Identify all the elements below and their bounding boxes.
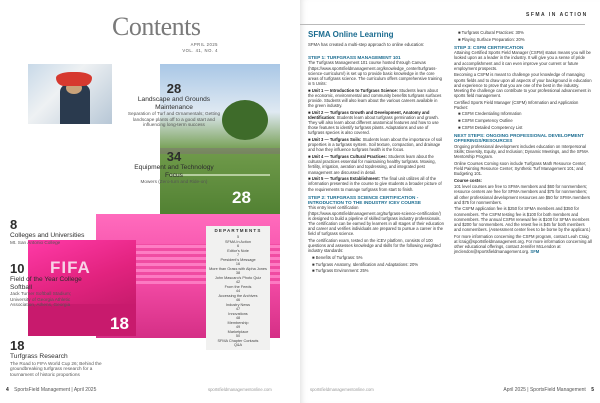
unit-item — [308, 110, 444, 136]
department-item[interactable] — [206, 262, 270, 271]
toc-entry-turfgrass-research[interactable] — [10, 339, 106, 377]
department-item[interactable] — [206, 253, 270, 262]
footer-left — [6, 387, 96, 393]
next-steps-heading: NEXT STEPS: ONGOING PROFESSIONAL DEVELOPMENT OFFERINGS/RESOURCES — [454, 132, 584, 144]
department-page: 6 — [236, 244, 240, 248]
fifa-sign: FIFA — [50, 258, 91, 277]
department-name: Innovations — [228, 311, 248, 316]
units-list — [308, 88, 444, 192]
department-page: 50 — [235, 334, 241, 338]
department-name: Membership — [227, 320, 249, 325]
article-intro: SFMA has created a multi-step approach to online education: — [308, 42, 425, 47]
gardener-photo[interactable] — [28, 64, 112, 124]
step3-bullets — [454, 111, 592, 129]
department-item[interactable] — [206, 244, 270, 253]
toc-title: Colleges and Universities — [10, 232, 85, 239]
bullet-item: ■ CSFM Competency Outline — [458, 118, 513, 124]
departments-header: DEPARTMENTS — [214, 228, 262, 233]
issue-date: APRIL 2025 — [190, 42, 218, 47]
unit-label: ■ Unit 5 — Turfgrass Establishment: — [308, 176, 381, 182]
department-name: Accessing the Archives — [218, 293, 258, 298]
column-right — [454, 30, 592, 256]
toc-entry-landscape[interactable] — [126, 82, 222, 128]
footer-brand: SportsField Management | April 2025 — [14, 387, 97, 393]
toc-title: Turfgrass Research — [10, 353, 68, 360]
unit-item — [308, 137, 444, 152]
unit-item — [308, 88, 444, 109]
department-item[interactable] — [206, 334, 270, 343]
footer-brand: April 2025 | SportsField Management — [503, 387, 586, 393]
next-paragraph-2: Online Courses Coming soon include Turfgrass Math Resource Center; Field Painting Resource Center; Synthetic Turf Management 101; and Budgeting 101. — [454, 160, 587, 176]
step2-bullets-continued — [454, 30, 592, 42]
department-name: John Mascaro's Photo Quiz — [214, 275, 262, 280]
end-mark: SFM — [530, 249, 540, 255]
department-page: 48 — [235, 316, 241, 320]
bullet-item: ■ Playing Surface Preparation: 20% — [458, 36, 525, 42]
toc-page-number: 18 — [10, 338, 25, 353]
unit-text: Students learn about the cultural practices essential for maintaining healthy turfgrass. Mowing, fertility, irrigation, aeration and topdressing, and integrated pest management are discussed in detail. — [308, 154, 436, 175]
department-page: 42 — [235, 280, 241, 284]
photo-page-number-28: 28 — [232, 188, 251, 207]
department-page: 16 — [235, 262, 241, 266]
unit-text: The final unit utilizes all of the information presented in the course to give students a broader picture of the requirements to manage turfgrass from start to finish. — [308, 176, 442, 192]
toc-title: Equipment and Technology Focus — [134, 164, 214, 179]
department-name: Marketplace — [227, 329, 249, 334]
step2-paragraph-1: This entry level certification (https://www.sportsfieldmanagement.org/turfgrass-science-certification/) is designed to build a pipeline of skilled turfgrass industry professionals. The certification can be earned by learners in all stages of their education and career and verifies individuals are prepared to pursue a career in the field of turfgrass science. — [308, 205, 444, 237]
step3-paragraph-2: Becoming a CSFM is meant to challenge your knowledge of managing sports fields and to draw upon all aspects of your background in education and experience to prove that you are one of the best in the industry. Meeting the challenge can contribute to your professional advancement in sports field management. — [454, 72, 592, 98]
step3-paragraph-3: Certified Sports Field Manager (CSFM) Information and Application Packet: — [454, 99, 579, 110]
department-name: Editor's Note — [227, 248, 249, 253]
page-title: Contents — [112, 12, 201, 41]
department-name: President's Message — [220, 257, 256, 262]
department-name: From the Feeds — [224, 284, 252, 289]
toc-description: Separation of Turf and Ornamentals; Getting landscape plants off to a good start and influencing long-term success — [127, 111, 221, 128]
issue-info — [166, 42, 218, 53]
column-left — [308, 52, 444, 275]
toc-page-number: 34 — [166, 149, 182, 164]
department-page: 47 — [235, 307, 241, 311]
costs-paragraph-1: 101 level courses are free to SFMA members and $60 for nonmembers; resource centers are free for SFMA members and $75 for nonmembers; all other professional development resources are $50 for SFMA members and $75 for nonmembers. — [454, 184, 590, 205]
step2-heading: STEP 2: TURFGRASS SCIENCE CERTIFICATION - INTRODUCTION TO THE INDUSTRY ICEV COURSE — [308, 194, 421, 206]
departments-box — [206, 226, 270, 350]
toc-entry-equipment[interactable] — [126, 150, 222, 185]
costs-paragraph-3 — [454, 234, 592, 255]
bullet-item: ■ Benefits of Turfgrass: 5% — [312, 254, 363, 260]
step2-bullets — [308, 255, 444, 273]
unit-label: ■ Unit 2 — Turfgrass Growth and Development, Anatomy and Identification: — [308, 109, 430, 120]
toc-description: The Road to FIFA World Cup 26; Behind the groundbreaking turfgrass research for a tournament of historic proportions — [10, 360, 102, 377]
step1-body: The Turfgrass Management 101 course hosted through Canvas (https://www.sportsfieldmanagement.org/knowledge_center/turfgrass-science-curriculum/) is set up to provide basic knowledge in the core areas of turfgrass science. The curriculum offers comprehensive training in 5 Units: — [308, 60, 442, 87]
department-item[interactable] — [206, 289, 270, 298]
departments-list — [206, 235, 270, 348]
footer-right — [503, 387, 594, 393]
unit-label: ■ Unit 4 — Turfgrass Cultural Practices: — [308, 154, 388, 160]
contact-text[interactable]: For more information concerning the CSFM program, contact Leah Craig at lcraig@sportsfieldmanagement.org. For more information concerning all other educational offerings, contact Jennifer McLendon at jmclendon@sportsfieldmanagement.org. — [454, 233, 592, 255]
unit-label: ■ Unit 3 — Turfgrass Soils: — [308, 137, 362, 143]
course-costs-label: Course costs: — [454, 177, 482, 183]
toc-description: Jack Turner Softball Stadium; University of Georgia Athletic Association, Athens, Georgia — [10, 291, 72, 308]
department-item[interactable] — [206, 343, 270, 348]
unit-label: ■ Unit 1 — Introduction to Turfgrass Science: — [308, 87, 398, 93]
toc-description: Mt. San Antonio College — [10, 239, 61, 245]
department-item[interactable] — [206, 316, 270, 325]
department-page: 44 — [235, 289, 241, 293]
tree-shape — [222, 100, 268, 140]
toc-page-number: 8 — [10, 217, 18, 232]
department-item[interactable] — [206, 280, 270, 289]
unit-text: Students learn about turfgrass germination and growth. They will also learn about different anatomical features and how to use those features to identify turfgrass plants. Adaptations and use of turfgrass species is also covered. — [308, 114, 439, 136]
department-page: 5 — [236, 235, 240, 239]
department-name: Industry News — [225, 302, 251, 307]
department-name: SFMA Chapter Contacts — [217, 338, 259, 343]
toc-description: Mowers (Zero-turn and Ride-on) — [140, 179, 208, 185]
toc-title: Landscape and Grounds Maintenance — [137, 96, 211, 111]
department-item[interactable] — [206, 271, 270, 280]
department-item[interactable] — [206, 235, 270, 244]
article-title: SFMA Online Learning — [308, 30, 394, 39]
bullet-item: ■ Turfgrass Environment: 25% — [312, 268, 369, 274]
header-divider — [300, 24, 585, 25]
section-header: SFMA IN ACTION — [526, 12, 588, 18]
step2-paragraph-2: The certification exam, tested on the iCEV platform, consists of 100 questions and assesses knowledge and skills for the following weighted industry standards: — [308, 237, 441, 254]
red-hat — [56, 72, 92, 86]
toc-page-number: 10 — [10, 261, 25, 276]
department-page: 38 — [235, 271, 241, 275]
toc-entry-colleges[interactable] — [10, 218, 100, 245]
step1-heading: STEP 1: TURFGRASS MANAGEMENT 101 — [308, 55, 401, 60]
unit-text: Students learn about the importance of soil properties in a turfgrass system. Soil texture, compaction, and drainage and how they influence turfgrass health is the focus. — [308, 137, 443, 153]
department-page: 46 — [235, 298, 241, 302]
department-name: SFMA In Action — [225, 239, 251, 244]
page-number: 5 — [591, 387, 594, 393]
next-paragraph-1: Ongoing professional development includes education on Interpersonal Skills; Diversity, Equity, and Inclusion; Dynamic Meetings, and the SFMA Mentorship Program. — [454, 143, 589, 160]
bullet-item: ■ CSFM Detailed Competency List — [458, 124, 523, 130]
unit-text: Students learn about the economic, environmental and community benefits turfgrass surfaces provide. Students will also learn about the various careers available in the green industry. — [308, 87, 442, 109]
toc-title: Field of the Year College Softball — [10, 276, 82, 291]
toc-entry-field-of-year[interactable] — [10, 262, 92, 308]
footer-url[interactable]: sportsfieldmanagementonline.com — [208, 387, 272, 392]
bullet-item: ■ Turfgrass Cultural Practices: 30% — [458, 30, 524, 35]
department-item[interactable] — [206, 298, 270, 307]
department-page: 7 — [236, 253, 240, 257]
department-name: Q&A — [233, 343, 243, 347]
toc-page-number: 28 — [166, 81, 182, 96]
department-name: More than Grass with Alpha Jones — [209, 266, 267, 271]
department-item[interactable] — [206, 307, 270, 316]
photo-page-number-18: 18 — [110, 314, 129, 333]
unit-item — [308, 154, 444, 175]
page-number: 4 — [6, 387, 9, 393]
department-page: 49 — [235, 325, 241, 329]
step3-heading: STEP 3: CSFM CERTIFICATION — [454, 44, 524, 50]
bullet-item: ■ CSFM Credentialing Information — [458, 111, 522, 117]
footer-url[interactable]: sportsfieldmanagementonline.com — [310, 387, 374, 392]
unit-item — [308, 176, 444, 191]
article-page — [300, 0, 600, 403]
costs-paragraph-2: The CSFM application fee is $250 for SFMA members and $350 for nonmembers. The CSFM testing fee is $100 for both members and nonmembers. The annual CSFM renewal fee is $100 for SFMA members and $200 for nonmembers. And the retest fee is $45 for both members and nonmembers. (Assessment center fees to be borne by the applicant.) — [454, 206, 591, 233]
bullet-item: ■ Turfgrass Anatomy, Identification and Adaptations: 20% — [312, 261, 419, 267]
department-item[interactable] — [206, 325, 270, 334]
step3-paragraph-1: Attaining Certified Sports Field Manager (CSFM) status means you will be looked upon as a leader in the industry. It will give you a sense of pride and accomplishment and it can even improve your current or future employment prospects. — [454, 50, 591, 71]
issue-volume: VOL. 41, NO. 4 — [182, 47, 218, 53]
